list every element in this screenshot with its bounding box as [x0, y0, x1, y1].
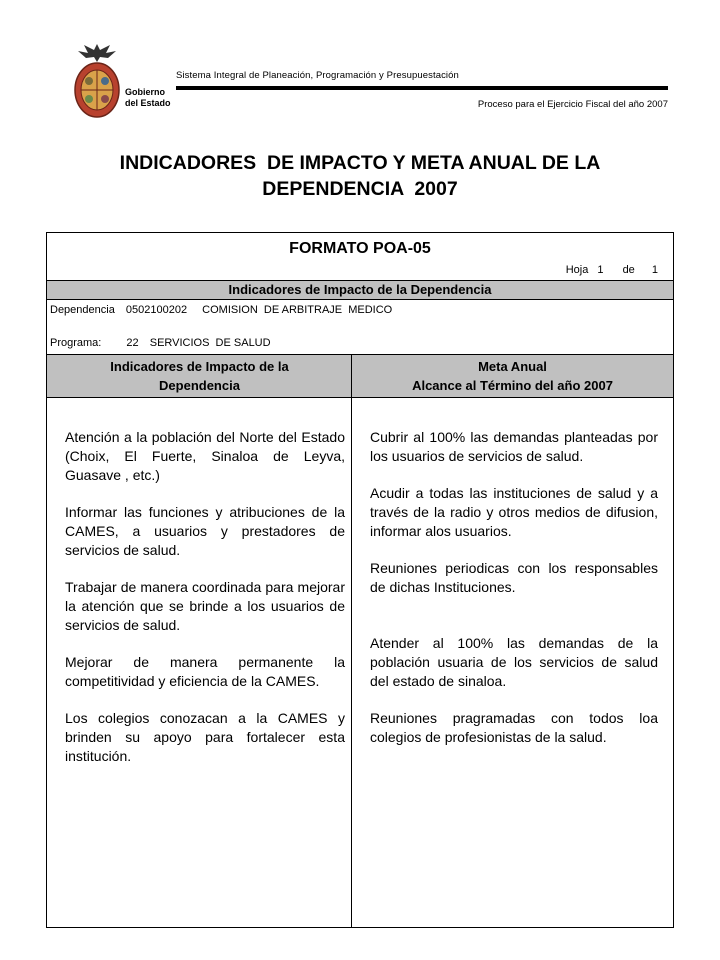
page-title-line2: DEPENDENCIA 2007	[262, 178, 458, 200]
goal-item: Reuniones pragramadas con todos loa colegios de profesionistas de la salud.	[370, 710, 658, 745]
column-header-row	[47, 354, 673, 398]
dependency-label: Dependencia	[50, 304, 115, 316]
sheet-number: 1	[597, 264, 604, 276]
system-title: Sistema Integral de Planeación, Programación y Presupuestación	[176, 70, 459, 81]
program-code: 22	[126, 337, 139, 349]
dependency-name: COMISION DE ARBITRAJE MEDICO	[202, 304, 393, 316]
government-label-line1: Gobierno	[125, 87, 165, 97]
program-name: SERVICIOS DE SALUD	[149, 337, 271, 349]
column-header-annual-goal-line2: Alcance al Término del año 2007	[412, 378, 613, 393]
sheet-label: Hoja	[565, 264, 589, 276]
indicator-item: Atención a la población del Norte del Estado (Choix, El Fuerte, Sinaloa de Leyva, Guasave , etc.)	[65, 429, 345, 483]
indicator-item: Los colegios conozacan a la CAMES y brinden su apoyo para fortalecer esta institución.	[65, 710, 345, 764]
program-row	[50, 337, 271, 349]
government-label-line2: del Estado	[125, 98, 171, 108]
sheet-counter	[566, 264, 658, 276]
indicator-item: Trabajar de manera coordinada para mejorar la atención que se brinde a los usuarios de servicios de salud.	[65, 579, 345, 633]
goal-item: Atender al 100% las demandas de la población usuaria de los servicios de salud del estado de sinaloa.	[370, 635, 658, 689]
format-title: FORMATO POA-05	[289, 240, 431, 257]
goal-item: Reuniones periodicas con los responsables de dichas Instituciones.	[370, 560, 658, 595]
goals-list	[370, 428, 658, 765]
state-coat-of-arms-icon	[70, 42, 124, 120]
indicator-item: Informar las funciones y atribuciones de la CAMES, a usuarios y prestadores de servicios de salud.	[65, 504, 345, 558]
sheet-of: de	[622, 264, 635, 276]
process-label: Proceso para el Ejercicio Fiscal del año 2007	[477, 99, 668, 110]
goal-item: Acudir a todas las instituciones de salud y a través de la radio y otros medios de difusion, informar alos usuarios.	[370, 485, 658, 539]
column-header-indicators	[47, 355, 352, 397]
dependency-row	[50, 304, 392, 316]
indicator-item: Mejorar de manera permanente la competitividad y eficiencia de la CAMES.	[65, 654, 345, 689]
column-header-annual-goal-line1: Meta Anual	[478, 359, 547, 374]
section-header: Indicadores de Impacto de la Dependencia	[47, 280, 673, 300]
page-title-line1: INDICADORES DE IMPACTO Y META ANUAL DE LA	[119, 152, 601, 174]
government-label	[125, 87, 185, 109]
indicators-list	[65, 428, 345, 784]
sheet-total: 1	[651, 264, 658, 276]
page-title	[40, 150, 680, 202]
dependency-code: 0502100202	[125, 304, 188, 316]
column-header-indicators-line1: Indicadores de Impacto de la	[110, 359, 289, 374]
column-header-annual-goal	[352, 355, 673, 397]
column-header-indicators-line2: Dependencia	[159, 378, 240, 393]
header-divider	[176, 86, 668, 90]
program-label: Programa:	[50, 337, 102, 349]
column-divider	[351, 354, 352, 928]
goal-item: Cubrir al 100% las demandas planteadas por los usuarios de servicios de salud.	[370, 429, 658, 464]
